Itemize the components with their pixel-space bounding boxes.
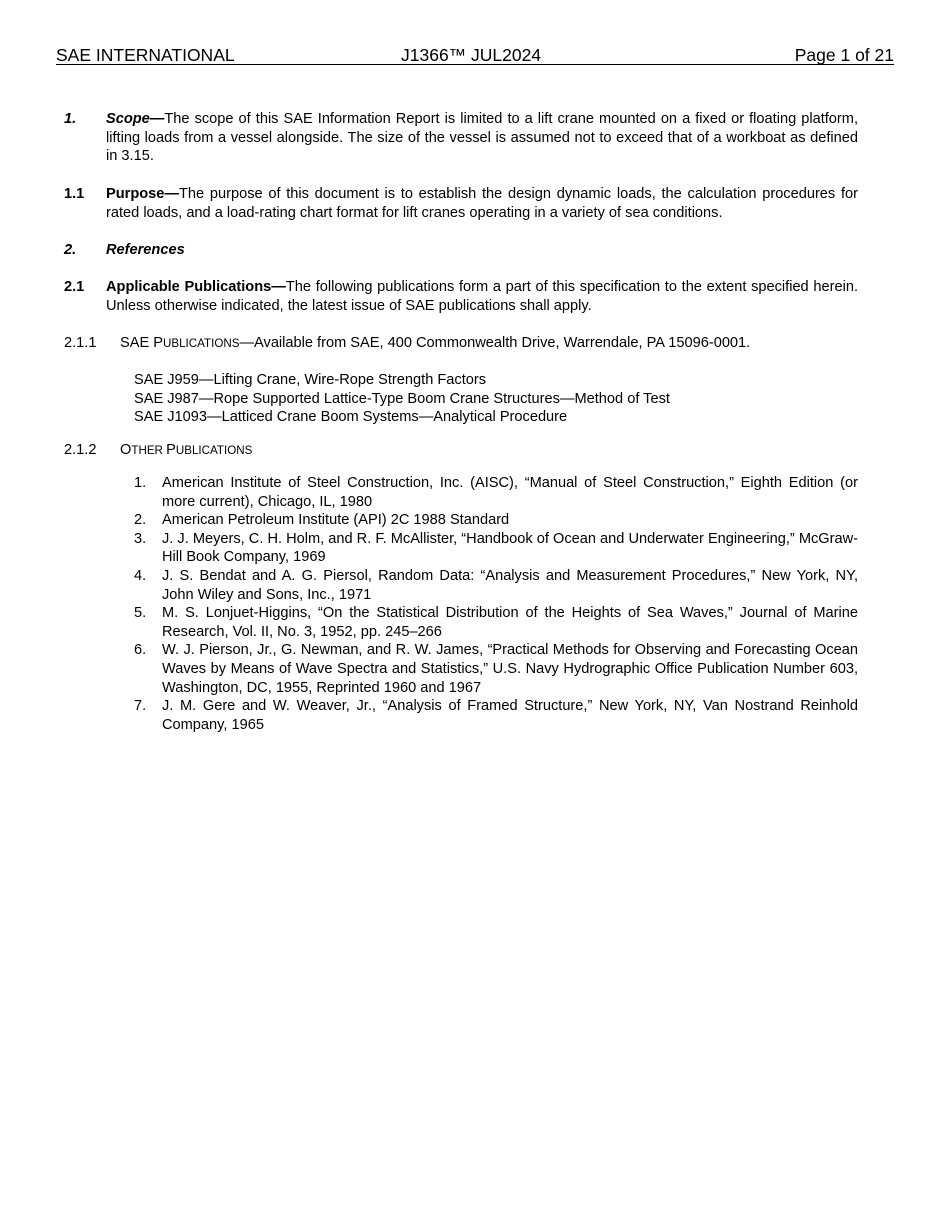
list-item bbox=[134, 474, 858, 511]
list-item bbox=[134, 530, 858, 567]
list-item-number: 3. bbox=[134, 530, 147, 547]
list-item-text: J. S. Bendat and A. G. Piersol, Random Data: “Analysis and Measurement Procedures,” New York, NY, John Wiley and Sons, Inc., 1971 bbox=[162, 567, 858, 603]
list-item-number: 1. bbox=[134, 475, 147, 491]
section-number: 2.1.2 bbox=[64, 442, 97, 458]
list-item-number: 4. bbox=[134, 567, 147, 584]
section-number: 2. bbox=[64, 242, 77, 258]
header-page-number: Page 1 of 21 bbox=[794, 45, 894, 65]
section-text: The scope of this SAE Information Report is limited to a lift crane mounted on a fixed or floating platform, lifting loads from a vessel alongside. The size of the vessel is assumed not to exceed that of a workboat as defined in 3.15. bbox=[106, 111, 858, 165]
section-title: Scope— bbox=[106, 111, 165, 127]
section-text: The following publications form a part of this specification to the extent specified herein. Unless otherwise indicated, the latest issue of SAE publications shall apply. bbox=[106, 279, 858, 314]
list-item-number: 2. bbox=[134, 512, 147, 529]
list-item bbox=[134, 604, 858, 641]
list-item: SAE J1093—Latticed Crane Boom Systems—Analytical Procedure bbox=[134, 409, 568, 426]
section-number: 1. bbox=[64, 111, 77, 127]
list-item-text: American Petroleum Institute (API) 2C 1988 Standard bbox=[162, 512, 510, 529]
list-item bbox=[134, 641, 858, 697]
list-item-text: American Institute of Steel Construction, Inc. (AISC), “Manual of Steel Construction,” Eighth Edition (or more current), Chicago, IL, 1980 bbox=[162, 475, 858, 510]
list-item: SAE J987—Rope Supported Lattice-Type Boom Crane Structures—Method of Test bbox=[134, 390, 670, 407]
section-references bbox=[64, 241, 858, 260]
section-title: Applicable Publications— bbox=[106, 279, 286, 295]
sae-publications-list bbox=[134, 371, 834, 427]
list-item-text: W. J. Pierson, Jr., G. Newman, and R. W. James, “Practical Methods for Observing and Forecasting Ocean Waves by Means of Wave Spectra and Statistics,” U.S. Navy Hydrographic Office Publication Number 603, Washington, DC, 1955, Reprinted 1960 and 1967 bbox=[162, 642, 858, 696]
section-title-smallcaps: UBLICATIONS bbox=[163, 337, 240, 350]
list-item bbox=[134, 567, 858, 604]
section-title: SAE P bbox=[120, 335, 163, 351]
section-title-smallcaps: UBLICATIONS bbox=[175, 444, 253, 457]
list-item-text: M. S. Lonjuet-Higgins, “On the Statistical Distribution of the Heights of Sea Waves,” Journal of Marine Research, Vol. II, No. 3, 1952, pp. 245–266 bbox=[162, 605, 858, 640]
section-applicable-publications bbox=[64, 278, 858, 315]
other-publications-list bbox=[134, 474, 858, 734]
page-header bbox=[56, 42, 894, 65]
list-item-number: 5. bbox=[134, 605, 147, 622]
section-title: O bbox=[120, 442, 132, 458]
list-item-text: J. J. Meyers, C. H. Holm, and R. F. McAllister, “Handbook of Ocean and Underwater Engineering,” McGraw-Hill Book Company, 1969 bbox=[162, 530, 858, 566]
section-other-publications bbox=[64, 441, 858, 461]
section-title: P bbox=[166, 442, 176, 458]
section-scope bbox=[64, 110, 858, 166]
section-number: 1.1 bbox=[64, 186, 85, 202]
header-organization: SAE INTERNATIONAL bbox=[56, 45, 235, 65]
section-title: Purpose— bbox=[106, 186, 179, 202]
section-title: References bbox=[106, 242, 185, 258]
section-sae-publications bbox=[64, 334, 858, 354]
list-item bbox=[134, 511, 858, 530]
header-document-id: J1366™ JUL2024 bbox=[401, 45, 542, 65]
section-number: 2.1 bbox=[64, 279, 85, 295]
list-item-number: 7. bbox=[134, 698, 147, 715]
section-text: The purpose of this document is to establish the design dynamic loads, the calculation procedures for rated loads, and a load-rating chart format for lift cranes operating in a variety of sea conditions. bbox=[106, 186, 858, 221]
list-item-text: J. M. Gere and W. Weaver, Jr., “Analysis of Framed Structure,” New York, NY, Van Nostrand Reinhold Company, 1965 bbox=[162, 698, 858, 733]
section-number: 2.1.1 bbox=[64, 335, 97, 351]
section-title-smallcaps: THER bbox=[131, 444, 167, 457]
section-text: —Available from SAE, 400 Commonwealth Drive, Warrendale, PA 15096-0001. bbox=[239, 335, 751, 351]
list-item-number: 6. bbox=[134, 642, 147, 659]
section-purpose bbox=[64, 185, 858, 222]
list-item: SAE J959—Lifting Crane, Wire-Rope Strength Factors bbox=[134, 372, 487, 388]
list-item bbox=[134, 697, 858, 734]
